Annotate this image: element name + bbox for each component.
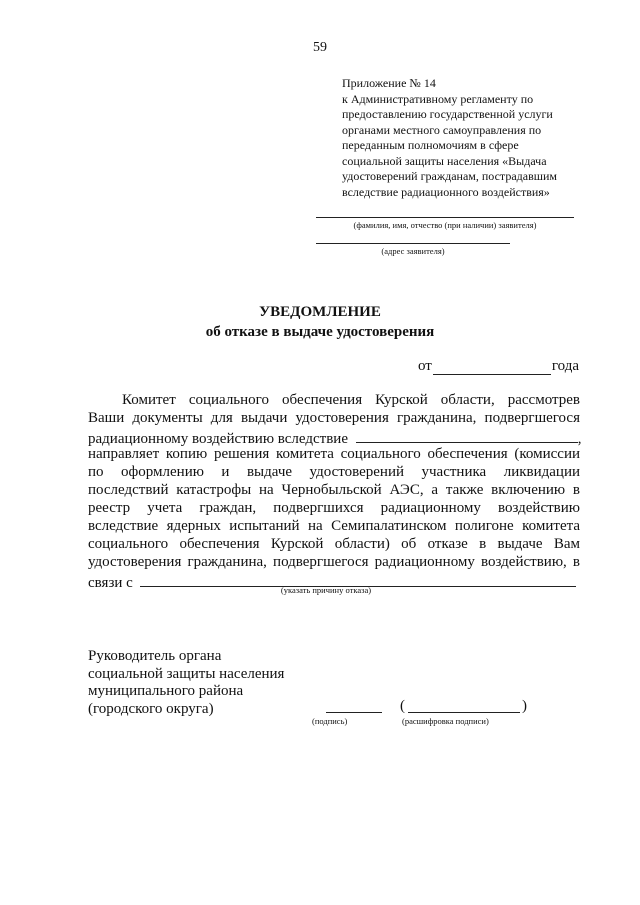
body-line: последствий катастрофы на Чернобыльской АЭС, а также включению в: [88, 482, 580, 498]
document-subtitle: об отказе в выдаче удостоверения: [205, 324, 435, 340]
applicant-name-field[interactable]: [316, 217, 574, 218]
signature-caption: (подпись): [312, 716, 348, 726]
body-line: по оформлению и выдаче удостоверений участника ликвидации: [88, 464, 580, 480]
body-line: вследствие ядерных испытаний на Семипалатинском полигоне комитета: [88, 518, 580, 534]
notice-body: [88, 392, 580, 592]
page-number: 59: [313, 40, 327, 55]
signature-decoding-field[interactable]: [408, 712, 520, 713]
signatory-line: социальной защиты населения: [88, 665, 285, 682]
body-line-end: ,: [577, 431, 582, 447]
body-line: направляет копию решения комитета социального обеспечения (комиссии: [88, 446, 580, 462]
body-line: реестр учета граждан, подвергшихся радиационному воздействию: [88, 500, 580, 516]
appendix-header: [342, 76, 582, 200]
applicant-address-caption: (адрес заявителя): [381, 246, 445, 256]
appendix-line: к Административному регламенту по: [342, 91, 534, 106]
appendix-line: Приложение № 14: [342, 76, 436, 90]
body-line: удостоверения гражданина, подвергшегося радиационному воздействию, в: [88, 554, 580, 570]
body-line-text: связи с: [88, 575, 133, 591]
applicant-name-caption: (фамилия, имя, отчество (при наличии) заявителя): [353, 220, 537, 230]
date-suffix: года: [551, 358, 579, 374]
decoding-caption: (расшифровка подписи): [402, 716, 489, 726]
reason-caption: (указать причину отказа): [280, 585, 372, 595]
body-line: социального обеспечения Курской области) об отказе в выдаче Вам: [88, 536, 580, 552]
signatory-line: Руководитель органа: [88, 648, 222, 664]
body-line: Ваши документы для выдачи удостоверения гражданина, подвергшегося: [88, 410, 580, 426]
decoding-close-paren: ): [522, 698, 527, 714]
signatory-block: [88, 648, 284, 718]
date-prefix: от: [418, 358, 432, 374]
applicant-address-field[interactable]: [316, 243, 510, 244]
date-field[interactable]: [433, 359, 551, 375]
signature-field[interactable]: [326, 712, 382, 713]
appendix-line: социальной защиты населения «Выдача: [342, 153, 547, 168]
decoding-open-paren: (: [400, 698, 405, 714]
appendix-line: вследствие радиационного воздействия»: [342, 184, 550, 199]
appendix-line: переданным полномочиям в сфере: [342, 138, 519, 152]
body-line-text: радиационному воздействию вследствие: [88, 431, 348, 447]
cause-field[interactable]: [356, 428, 578, 443]
body-line: Комитет социального обеспечения Курской области, рассмотрев: [122, 392, 580, 408]
appendix-line: предоставлению государственной услуги: [342, 107, 553, 121]
document-title: УВЕДОМЛЕНИЕ: [259, 304, 381, 320]
signatory-line: (городского округа): [88, 700, 214, 717]
appendix-line: органами местного самоуправления по: [342, 122, 542, 137]
date-row: [418, 358, 579, 375]
appendix-line: удостоверений гражданам, пострадавшим: [342, 169, 558, 183]
signatory-line: муниципального района: [88, 683, 244, 699]
